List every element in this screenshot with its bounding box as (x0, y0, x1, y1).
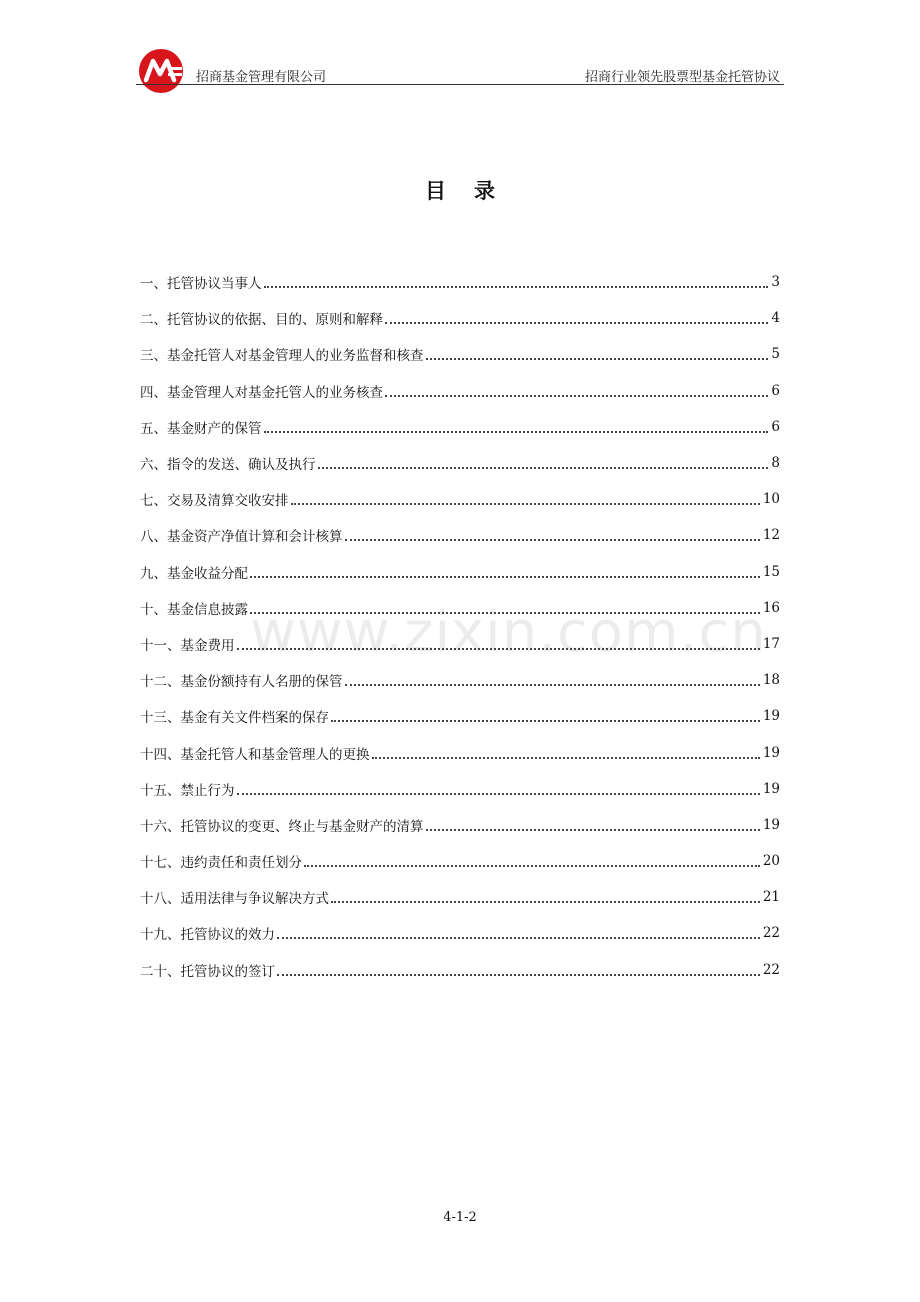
toc-leader-dots (426, 829, 760, 831)
toc-leader-dots (345, 539, 760, 541)
toc-entry-page: 16 (762, 599, 780, 616)
toc-entry-label: 五、基金财产的保管 (140, 420, 262, 437)
toc-entry-label: 八、基金资产净值计算和会计核算 (140, 529, 343, 546)
toc-leader-dots (250, 612, 760, 614)
toc-leader-dots (237, 648, 760, 650)
toc-entry-page: 8 (771, 455, 780, 472)
toc-entry-label: 十七、违约责任和责任划分 (140, 855, 302, 872)
toc-leader-dots (331, 901, 760, 903)
page-header (136, 44, 784, 88)
toc-entry-page: 21 (762, 889, 780, 906)
toc-entry[interactable] (140, 264, 780, 300)
toc-entry-label: 四、基金管理人对基金托管人的业务核查 (140, 384, 383, 401)
toc-leader-dots (318, 467, 769, 469)
toc-entry[interactable] (140, 734, 780, 770)
company-name: 招商基金管理有限公司 (196, 70, 327, 85)
toc-leader-dots (372, 757, 760, 759)
toc-entry-page: 19 (762, 744, 780, 761)
toc-entry-label: 七、交易及清算交收安排 (140, 493, 289, 510)
toc-heading: 目录 (425, 179, 523, 203)
toc-entry-page: 19 (762, 708, 780, 725)
table-of-contents (140, 264, 780, 988)
toc-entry-label: 六、指令的发送、确认及执行 (140, 457, 316, 474)
toc-entry[interactable] (140, 771, 780, 807)
toc-entry-page: 5 (771, 346, 780, 363)
toc-leader-dots (277, 937, 760, 939)
toc-entry-label: 二十、托管协议的签订 (140, 963, 275, 980)
toc-entry-page: 10 (762, 491, 780, 508)
toc-entry-label: 二、托管协议的依据、目的、原则和解释 (140, 312, 383, 329)
toc-entry-label: 十五、禁止行为 (140, 782, 235, 799)
toc-entry-page: 6 (771, 418, 780, 435)
toc-entry[interactable] (140, 807, 780, 843)
toc-entry[interactable] (140, 445, 780, 481)
toc-entry-page: 20 (762, 853, 780, 870)
toc-entry[interactable] (140, 879, 780, 915)
toc-entry[interactable] (140, 517, 780, 553)
toc-entry-page: 15 (762, 563, 780, 580)
toc-entry[interactable] (140, 843, 780, 879)
toc-entry[interactable] (140, 373, 780, 409)
toc-leader-dots (237, 793, 760, 795)
toc-entry-label: 一、托管协议当事人 (140, 276, 262, 293)
toc-entry[interactable] (140, 554, 780, 590)
toc-entry[interactable] (140, 952, 780, 988)
toc-leader-dots (331, 720, 760, 722)
toc-leader-dots (291, 503, 760, 505)
toc-entry-label: 十六、托管协议的变更、终止与基金财产的清算 (140, 818, 424, 835)
toc-leader-dots (264, 286, 769, 288)
toc-entry-page: 22 (762, 925, 780, 942)
toc-entry-page: 18 (762, 672, 780, 689)
toc-entry[interactable] (140, 300, 780, 336)
toc-entry-label: 十一、基金费用 (140, 637, 235, 654)
toc-entry-page: 19 (762, 780, 780, 797)
toc-entry-page: 6 (771, 382, 780, 399)
toc-entry-label: 十四、基金托管人和基金管理人的更换 (140, 746, 370, 763)
toc-entry[interactable] (140, 409, 780, 445)
toc-entry[interactable] (140, 481, 780, 517)
toc-leader-dots (277, 974, 760, 976)
document-title: 招商行业领先股票型基金托管协议 (584, 70, 780, 85)
toc-leader-dots (426, 358, 769, 360)
toc-entry[interactable] (140, 698, 780, 734)
toc-entry-page: 22 (762, 961, 780, 978)
toc-entry[interactable] (140, 590, 780, 626)
toc-leader-dots (250, 576, 760, 578)
toc-entry[interactable] (140, 336, 780, 372)
header-rule (136, 84, 784, 85)
toc-entry-page: 17 (762, 635, 780, 652)
toc-entry-page: 4 (771, 310, 780, 327)
watermark: www.zixin.com.cn (250, 600, 767, 665)
toc-entry-page: 3 (771, 274, 780, 291)
toc-entry-label: 三、基金托管人对基金管理人的业务监督和核查 (140, 348, 424, 365)
toc-entry[interactable] (140, 662, 780, 698)
toc-leader-dots (345, 684, 760, 686)
toc-entry-page: 19 (762, 816, 780, 833)
cmf-logo-icon (138, 48, 184, 94)
toc-entry-label: 十、基金信息披露 (140, 601, 248, 618)
toc-entry-page: 12 (762, 527, 780, 544)
toc-leader-dots (385, 395, 768, 397)
page-number: 4-1-2 (443, 1210, 477, 1225)
toc-leader-dots (304, 865, 760, 867)
toc-entry-label: 九、基金收益分配 (140, 565, 248, 582)
toc-leader-dots (385, 322, 768, 324)
toc-leader-dots (264, 431, 769, 433)
toc-entry[interactable] (140, 626, 780, 662)
toc-entry-label: 十三、基金有关文件档案的保存 (140, 710, 329, 727)
toc-entry[interactable] (140, 915, 780, 951)
toc-entry-label: 十二、基金份额持有人名册的保管 (140, 674, 343, 691)
toc-entry-label: 十九、托管协议的效力 (140, 927, 275, 944)
toc-entry-label: 十八、适用法律与争议解决方式 (140, 891, 329, 908)
